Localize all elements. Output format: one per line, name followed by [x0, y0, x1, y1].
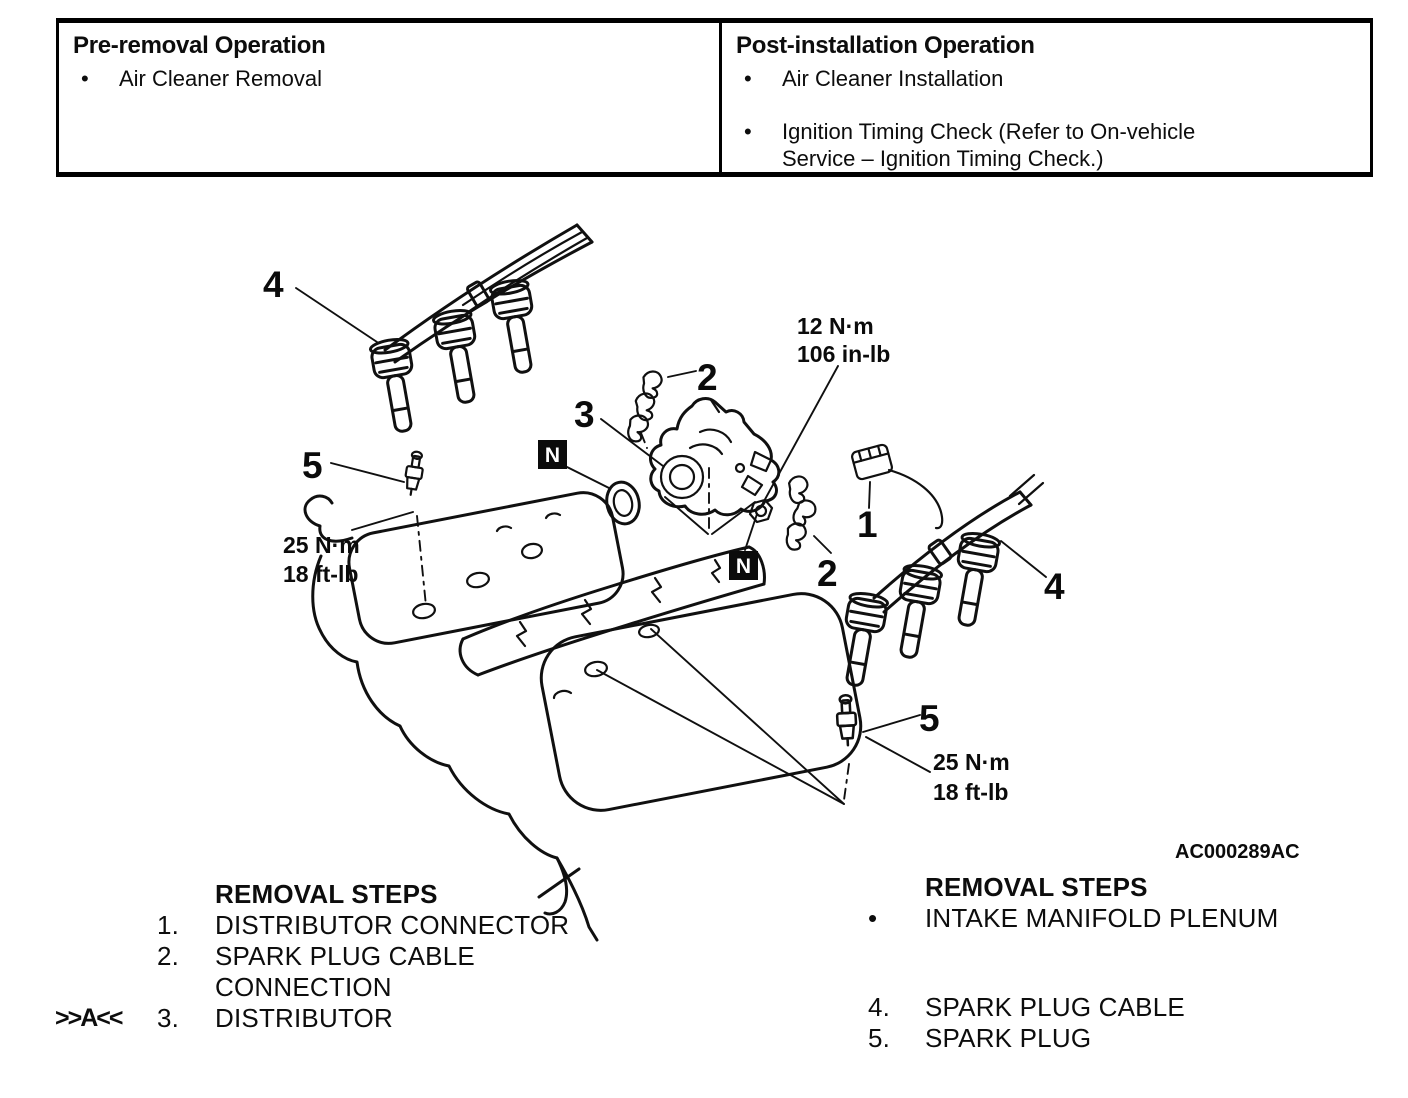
list-item — [55, 1003, 675, 1034]
step-number: 3. — [157, 1003, 180, 1033]
list-item — [55, 941, 675, 1003]
spark-plug-left-drawing — [403, 451, 426, 496]
torque-value: 106 in-lb — [797, 341, 891, 367]
step-text-line: CONNECTION — [215, 972, 392, 1002]
bullet-icon: • — [744, 66, 752, 91]
callout-cable-connection-upper: 2 — [697, 357, 718, 398]
spark-plug-holes-front — [554, 623, 660, 698]
step-text: SPARK PLUG — [925, 1023, 1092, 1053]
valve-cover-rear — [344, 487, 628, 648]
step-text-line: SPARK PLUG CABLE — [215, 941, 475, 971]
step-a-marker: >>A<< — [55, 1004, 122, 1032]
callout-distributor-connector: 1 — [857, 504, 878, 545]
pre-removal-title: Pre-removal Operation — [73, 32, 326, 59]
n-marker-label: N — [544, 444, 561, 467]
step-marker — [55, 910, 157, 941]
item-line: Ignition Timing Check (Refer to On-vehicle — [782, 119, 1196, 144]
step-number: 5. — [868, 1023, 891, 1053]
engine-drawing — [305, 487, 868, 940]
valve-cover-front — [534, 586, 868, 817]
n-marker-sealant-left — [538, 440, 567, 469]
o-ring-drawing — [603, 479, 643, 527]
post-installation-title: Post-installation Operation — [736, 32, 1035, 59]
removal-steps-right — [868, 872, 1348, 1054]
step-marker — [55, 941, 157, 1003]
pre-removal-item-text: Air Cleaner Removal — [119, 66, 322, 91]
list-spacer — [868, 934, 1348, 992]
step-number: 2. — [157, 941, 180, 971]
bullet-icon: • — [744, 119, 752, 144]
list-title: REMOVAL STEPS — [925, 872, 1148, 902]
harness-clips-upper — [627, 370, 666, 443]
callout-spark-plug-cable-right: 4 — [1044, 566, 1065, 607]
post-installation-item-text: Air Cleaner Installation — [782, 66, 1004, 91]
torque-note-distributor — [797, 313, 890, 367]
callout-cable-connection-lower: 2 — [817, 553, 838, 594]
bullet-icon: • — [868, 903, 878, 933]
step-number: 1. — [157, 910, 180, 940]
item-line: Service – Ignition Timing Check.) — [782, 146, 1104, 171]
step-text: DISTRIBUTOR — [215, 1003, 393, 1033]
distributor-drawing — [650, 399, 778, 515]
spark-plug-right-drawing — [836, 695, 857, 746]
n-marker-label: N — [735, 555, 752, 578]
bullet-icon: • — [81, 66, 89, 91]
list-item — [868, 903, 1348, 934]
torque-value: 18 ft-lb — [283, 561, 359, 587]
list-item — [868, 1023, 1348, 1054]
callout-distributor: 3 — [574, 394, 595, 435]
callout-spark-plug-right: 5 — [919, 698, 940, 739]
torque-note-spark-plug-right — [933, 749, 1010, 805]
callout-spark-plug-left: 5 — [302, 445, 323, 486]
list-item — [868, 992, 1348, 1023]
harness-clips-lower — [784, 474, 817, 551]
torque-value: 18 ft-lb — [933, 779, 1009, 805]
intake-runners — [460, 547, 764, 675]
callout-spark-plug-cable-left: 4 — [263, 264, 284, 305]
list-item — [55, 910, 675, 941]
figure-code: AC000289AC — [1175, 841, 1300, 863]
step-text: SPARK PLUG CABLE — [925, 992, 1185, 1022]
spark-plug-holes-rear — [412, 513, 560, 619]
torque-value: 12 N·m — [797, 313, 874, 339]
step-text — [215, 941, 675, 1003]
torque-value: 25 N·m — [933, 749, 1010, 775]
step-text: DISTRIBUTOR CONNECTOR — [215, 910, 570, 940]
step-text: INTAKE MANIFOLD PLENUM — [925, 903, 1279, 933]
list-title: REMOVAL STEPS — [215, 879, 438, 909]
removal-steps-left — [55, 879, 675, 1034]
torque-value: 25 N·m — [283, 532, 360, 558]
n-marker-sealant-right — [729, 551, 758, 580]
spark-plug-cable-left-drawing — [369, 225, 592, 434]
step-number: 4. — [868, 992, 891, 1022]
